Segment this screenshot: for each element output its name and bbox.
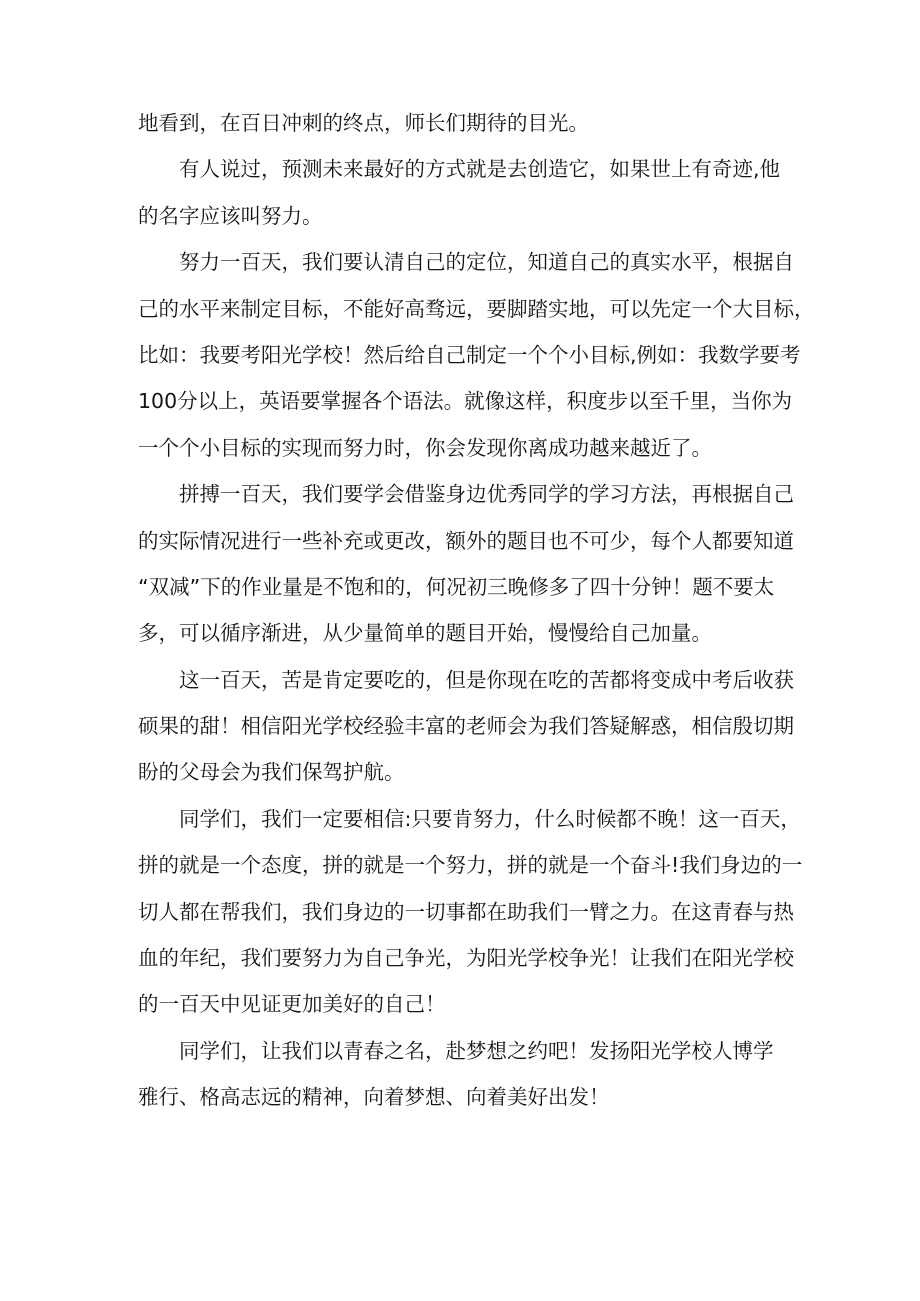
- paragraph-line: 的一百天中见证更加美好的自己！: [138, 992, 446, 1017]
- paragraph-line: 硕果的甜！相信阳光学校经验丰富的老师会为我们答疑解惑，相信殷切期: [138, 714, 794, 739]
- paragraph-first-line: 同学们，我们一定要相信:只要肯努力，什么时候都不晚！这一百天，: [179, 806, 801, 831]
- paragraph-first-line: 拼搏一百天，我们要学会借鉴身边优秀同学的学习方法，再根据自己: [179, 482, 794, 507]
- paragraph-line: 的实际情况进行一些补充或更改，额外的题目也不可少，每个人都要知道: [138, 528, 794, 553]
- paragraph-line: 地看到，在百日冲刺的终点，师长们期待的目光。: [138, 111, 589, 135]
- paragraph-line: 的名字应该叫努力。: [138, 203, 323, 228]
- paragraph-line: “双减”下的作业量是不饱和的，何况初三晚修多了四十分钟！题不要太: [138, 574, 775, 599]
- paragraph-line: 血的年纪，我们要努力为自己争光，为阳光学校争光！让我们在阳光学校: [138, 946, 794, 971]
- paragraph-line: 雅行、格高志远的精神，向着梦想、向着美好出发！: [138, 1085, 610, 1110]
- paragraph-line: 己的水平来制定目标，不能好高骛远，要脚踏实地，可以先定一个大目标，: [138, 296, 815, 321]
- paragraph-first-line: 努力一百天，我们要认清自己的定位，知道自己的真实水平，根据自: [179, 250, 794, 275]
- paragraph-line: 拼的就是一个态度，拼的就是一个努力，拼的就是一个奋斗!我们身边的一: [138, 853, 803, 878]
- document-body: [138, 100, 815, 1121]
- paragraph-line: 一个个小目标的实现而努力时，你会发现你离成功越来越近了。: [138, 435, 712, 460]
- paragraph-first-line: 同学们，让我们以青春之名，赴梦想之约吧！发扬阳光学校人博学: [179, 1038, 774, 1063]
- paragraph-first-line: 这一百天，苦是肯定要吃的，但是你现在吃的苦都将变成中考后收获: [179, 667, 794, 692]
- paragraph-line: 盼的父母会为我们保驾护航。: [138, 760, 405, 785]
- paragraph-line: 多，可以循序渐进，从少量简单的题目开始，慢慢给自己加量。: [138, 621, 712, 646]
- paragraph-line: 切人都在帮我们，我们身边的一切事都在助我们一臂之力。在这青春与热: [138, 899, 794, 924]
- paragraph-line: 比如：我要考阳光学校！然后给自己制定一个个小目标,例如：我数学要考: [138, 342, 801, 367]
- paragraph-first-line: 有人说过，预测未来最好的方式就是去创造它，如果世上有奇迹,他: [179, 157, 781, 182]
- paragraph-line: 100分以上，英语要掌握各个语法。就像这样，积度步以至千里，当你为: [138, 389, 793, 414]
